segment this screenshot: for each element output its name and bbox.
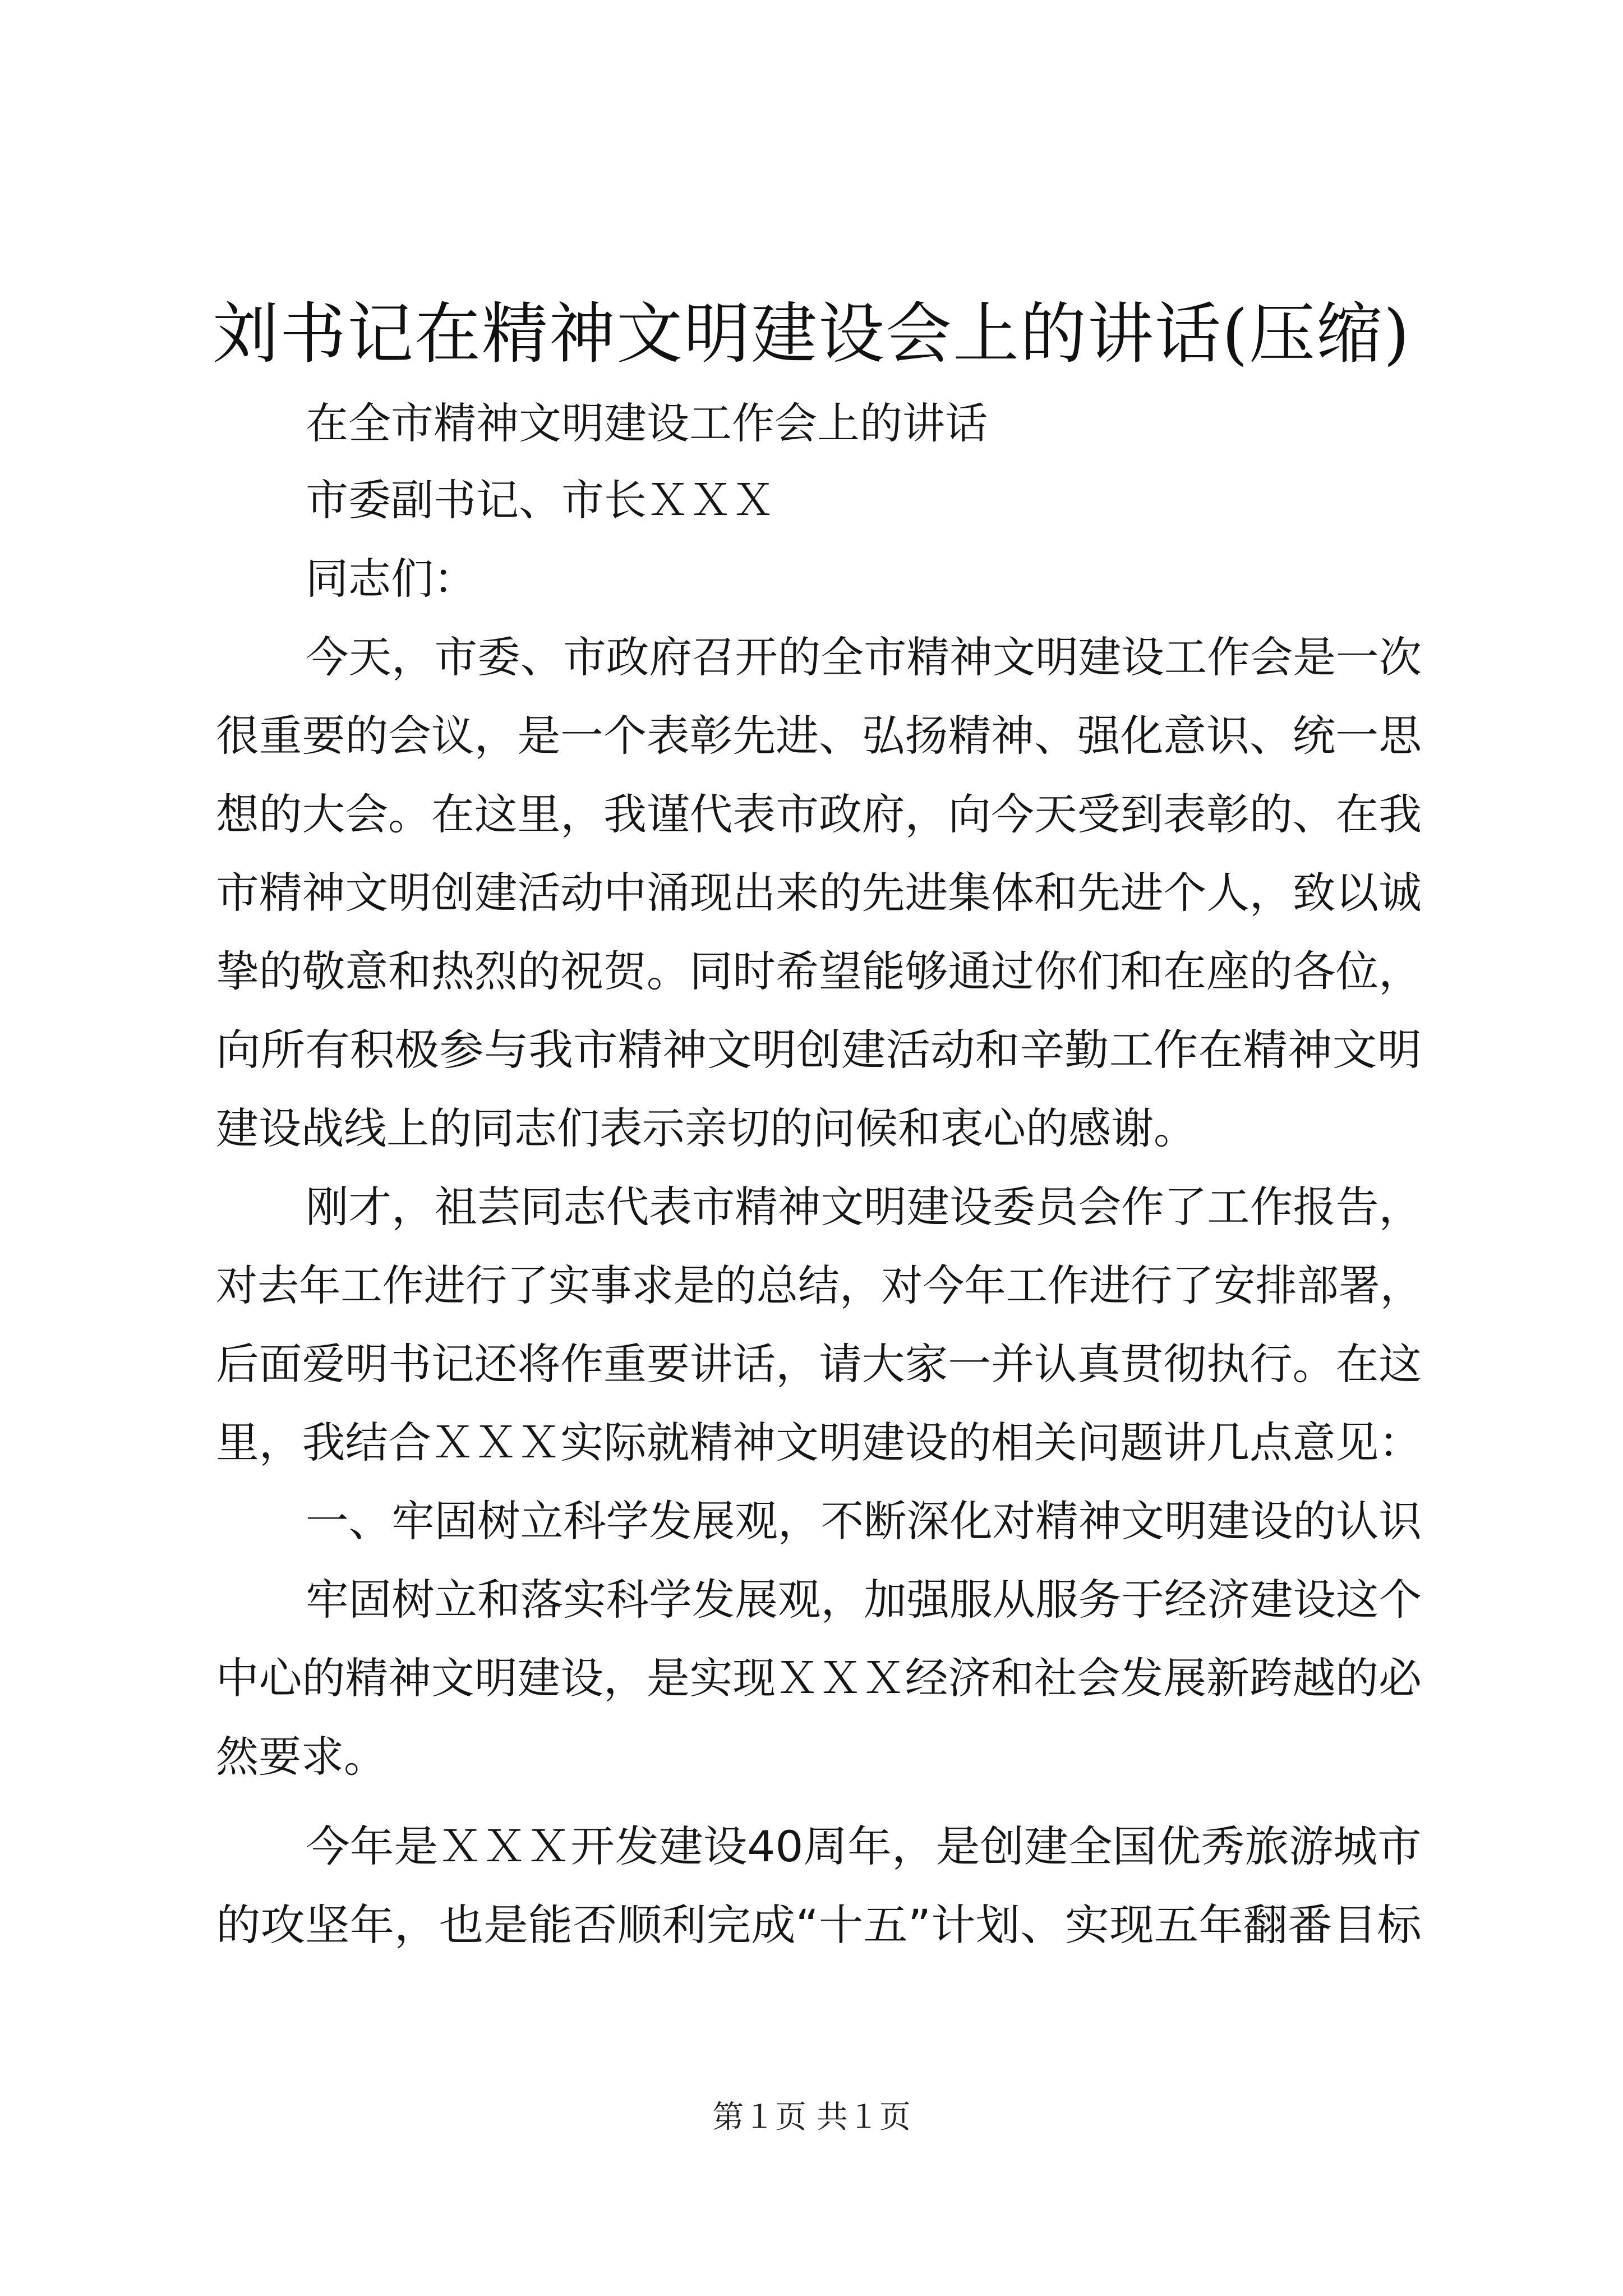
document-title: 刘书记在精神文明建设会上的讲话(压缩) bbox=[212, 295, 1411, 372]
paragraph-line: 后面爱明书记还将作重要讲话，请大家一并认真贯彻执行。在这 bbox=[216, 1339, 1422, 1389]
paragraph-line: 向所有积极参与我市精神文明创建活动和辛勤工作在精神文明 bbox=[216, 1025, 1422, 1075]
paragraph-line: 中心的精神文明建设，是实现ＸＸＸ经济和社会发展新跨越的必 bbox=[216, 1653, 1422, 1703]
paragraph-line: 刚才，祖芸同志代表市精神文明建设委员会作了工作报告， bbox=[306, 1182, 1422, 1232]
section-heading: 一、牢固树立科学发展观，不断深化对精神文明建设的认识 bbox=[306, 1496, 1422, 1546]
page-footer: 第１页 共１页 bbox=[712, 2099, 911, 2136]
paragraph-line: 建设战线上的同志们表示亲切的问候和衷心的感谢。 bbox=[216, 1103, 1196, 1153]
paragraph-line: 想的大会。在这里，我谨代表市政府，向今天受到表彰的、在我 bbox=[216, 789, 1422, 839]
paragraph-line: 今天，市委、市政府召开的全市精神文明建设工作会是一次 bbox=[306, 632, 1422, 682]
paragraph-line: 市精神文明创建活动中涌现出来的先进集体和先进个人，致以诚 bbox=[216, 868, 1422, 918]
paragraph-line: 很重要的会议，是一个表彰先进、弘扬精神、强化意识、统一思 bbox=[216, 711, 1422, 761]
paragraph-line: 牢固树立和落实科学发展观，加强服从服务于经济建设这个 bbox=[306, 1575, 1422, 1625]
speaker-line: 市委副书记、市长ＸＸＸ bbox=[306, 475, 774, 525]
paragraph-line: 挚的敬意和热烈的祝贺。同时希望能够通过你们和在座的各位， bbox=[216, 946, 1422, 996]
salutation: 同志们： bbox=[306, 554, 476, 604]
paragraph-line: 今年是ＸＸＸ开发建设40周年，是创建全国优秀旅游城市 bbox=[306, 1821, 1422, 1871]
paragraph-line: 然要求。 bbox=[216, 1732, 386, 1782]
paragraph-line: 里，我结合ＸＸＸ实际就精神文明建设的相关问题讲几点意见： bbox=[216, 1418, 1422, 1467]
paragraph-line: 的攻坚年，也是能否顺利完成“十五”计划、实现五年翻番目标 bbox=[216, 1900, 1422, 1950]
paragraph-line: 对去年工作进行了实事求是的总结，对今年工作进行了安排部署， bbox=[216, 1260, 1422, 1310]
document-subtitle: 在全市精神文明建设工作会上的讲话 bbox=[306, 398, 988, 448]
